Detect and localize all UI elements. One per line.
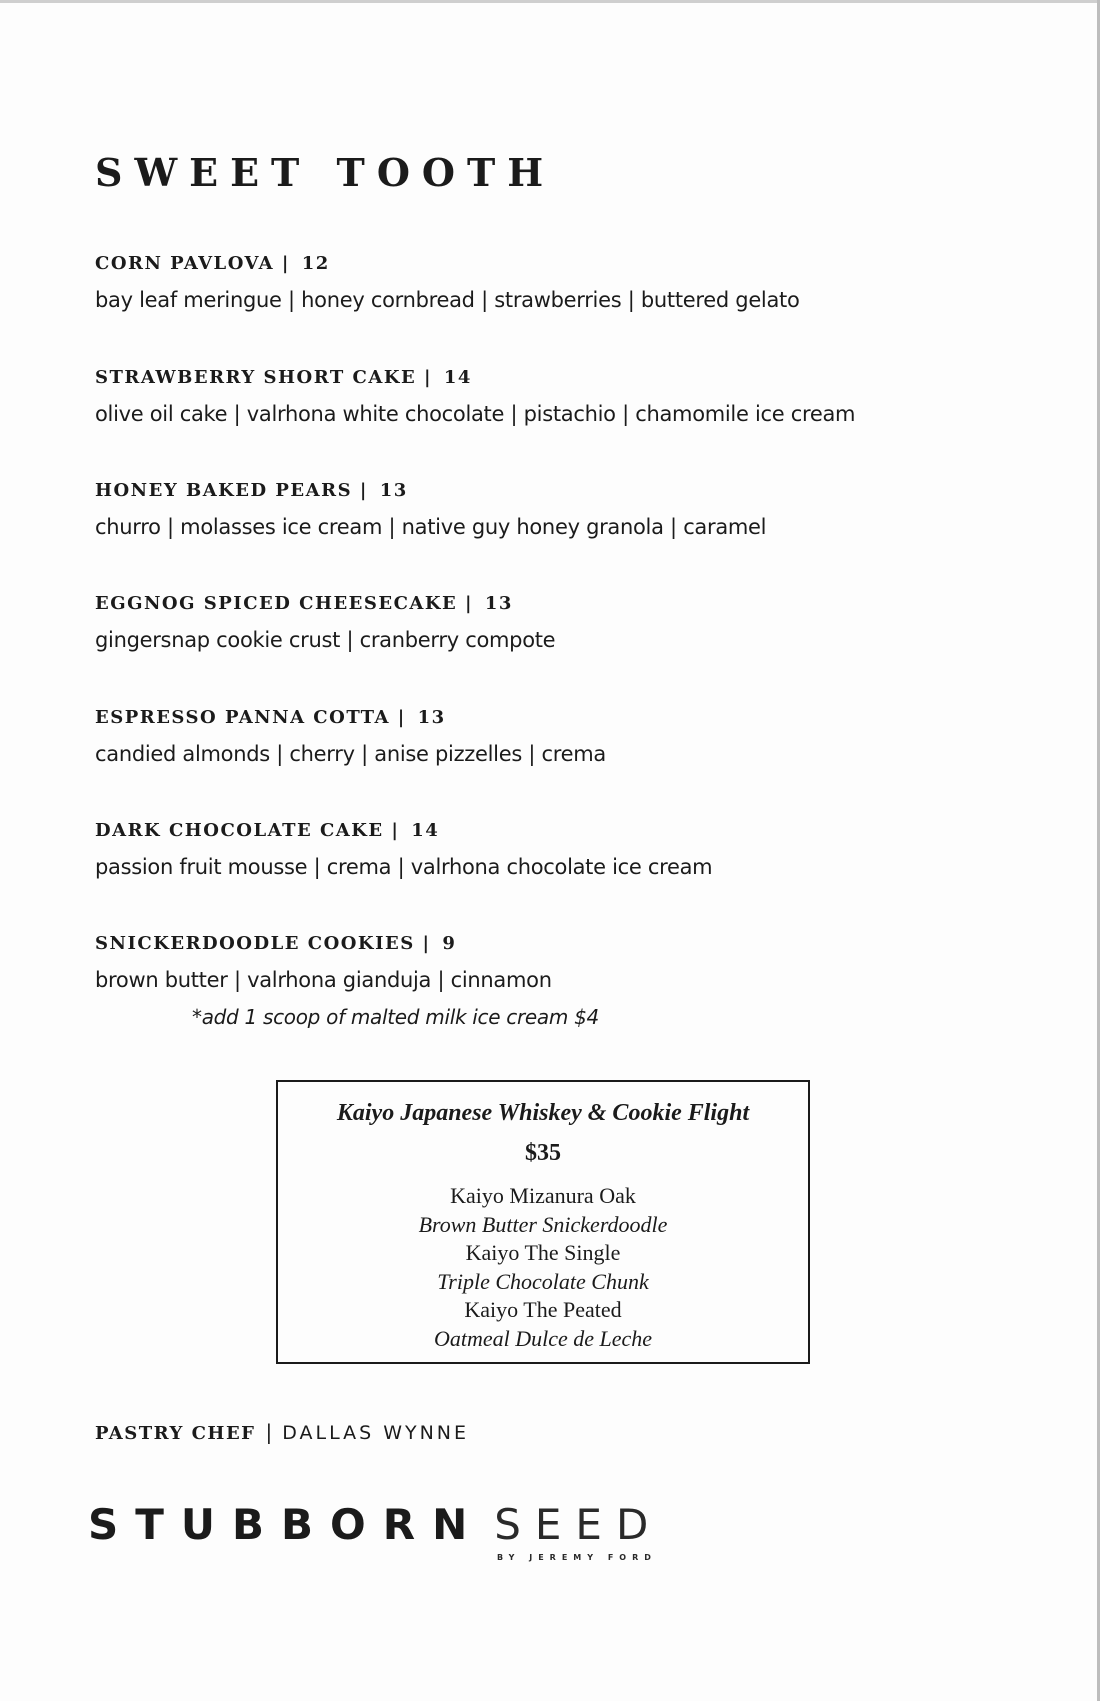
menu-item-heading bbox=[95, 819, 995, 843]
menu-item-name: CORN PAVLOVA bbox=[95, 253, 275, 274]
menu-item bbox=[95, 706, 995, 768]
menu-item bbox=[95, 366, 995, 428]
menu-item-separator: | bbox=[465, 593, 474, 614]
logo-wordmark-light: SEED bbox=[494, 1500, 663, 1549]
menu-item-price: 14 bbox=[411, 820, 440, 841]
menu-item-description: candied almonds | cherry | anise pizzelles | crema bbox=[95, 742, 606, 766]
menu-item-heading bbox=[95, 932, 995, 956]
menu-item-description: brown butter | valrhona gianduja | cinnamon bbox=[95, 968, 552, 992]
flight-title: Kaiyo Japanese Whiskey & Cookie Flight bbox=[336, 1100, 750, 1126]
menu-item-separator: | bbox=[422, 933, 431, 954]
flight-whiskey: Kaiyo The Peated bbox=[464, 1297, 622, 1322]
flight-whiskey: Kaiyo The Single bbox=[465, 1240, 621, 1265]
flight-pairings bbox=[278, 1182, 808, 1353]
menu-item-separator: | bbox=[391, 820, 400, 841]
flight-price: $35 bbox=[525, 1140, 561, 1166]
menu-item-price: 9 bbox=[442, 933, 457, 954]
menu-title: SWEET TOOTH bbox=[95, 150, 556, 195]
menu-item bbox=[95, 252, 995, 314]
menu-item bbox=[95, 819, 995, 881]
logo-tagline: BY JEREMY FORD bbox=[497, 1553, 657, 1562]
menu-item bbox=[95, 592, 995, 654]
menu-item-name: STRAWBERRY SHORT CAKE bbox=[95, 367, 417, 388]
menu-item-description: gingersnap cookie crust | cranberry compote bbox=[95, 628, 556, 652]
menu-item-price: 14 bbox=[443, 367, 472, 388]
menu-item-name: HONEY BAKED PEARS bbox=[95, 480, 353, 501]
menu-item-price: 13 bbox=[417, 707, 446, 728]
menu-item-price: 13 bbox=[484, 593, 513, 614]
menu-item bbox=[95, 479, 995, 541]
flight-cookie: Triple Chocolate Chunk bbox=[437, 1268, 649, 1294]
menu-item-name: SNICKERDOODLE COOKIES bbox=[95, 933, 415, 954]
menu-item-heading bbox=[95, 366, 995, 390]
flight-cookie: Oatmeal Dulce de Leche bbox=[433, 1325, 653, 1351]
menu-item-separator: | bbox=[281, 253, 290, 274]
restaurant-logo bbox=[88, 1500, 662, 1550]
menu-item-price: 13 bbox=[379, 480, 408, 501]
chef-separator: | bbox=[265, 1420, 273, 1444]
flight-whiskey: Kaiyo Mizanura Oak bbox=[450, 1183, 636, 1208]
menu-item-name: EGGNOG SPICED CHEESECAKE bbox=[95, 593, 458, 614]
logo-wordmark-bold: STUBBORN bbox=[88, 1500, 485, 1549]
menu-item bbox=[95, 932, 995, 994]
menu-item-heading bbox=[95, 479, 995, 503]
chef-label: PASTRY CHEF bbox=[95, 1423, 256, 1444]
menu-item-separator: | bbox=[359, 480, 368, 501]
menu-item-price: 12 bbox=[301, 253, 330, 274]
flight-cookie: Brown Butter Snickerdoodle bbox=[418, 1211, 668, 1237]
menu-item-name: DARK CHOCOLATE CAKE bbox=[95, 820, 384, 841]
menu-item-heading bbox=[95, 592, 995, 616]
menu-item-description: churro | molasses ice cream | native guy honey granola | caramel bbox=[95, 515, 767, 539]
menu-item-heading bbox=[95, 252, 995, 276]
page-edge-top bbox=[0, 0, 1100, 3]
menu-item-separator: | bbox=[397, 707, 406, 728]
pastry-chef-credit bbox=[95, 1420, 469, 1447]
menu-item-name: ESPRESSO PANNA COTTA bbox=[95, 707, 390, 728]
menu-item-description: olive oil cake | valrhona white chocolate | pistachio | chamomile ice cream bbox=[95, 402, 856, 426]
menu-item-separator: | bbox=[423, 367, 433, 388]
menu-item-description: passion fruit mousse | crema | valrhona chocolate ice cream bbox=[95, 855, 713, 879]
chef-name: DALLAS WYNNE bbox=[282, 1422, 470, 1444]
addon-note: *add 1 scoop of malted milk ice cream $4 bbox=[192, 1005, 599, 1029]
menu-item-description: bay leaf meringue | honey cornbread | strawberries | buttered gelato bbox=[95, 288, 800, 312]
menu-item-heading bbox=[95, 706, 995, 730]
whiskey-flight-box bbox=[276, 1080, 810, 1364]
